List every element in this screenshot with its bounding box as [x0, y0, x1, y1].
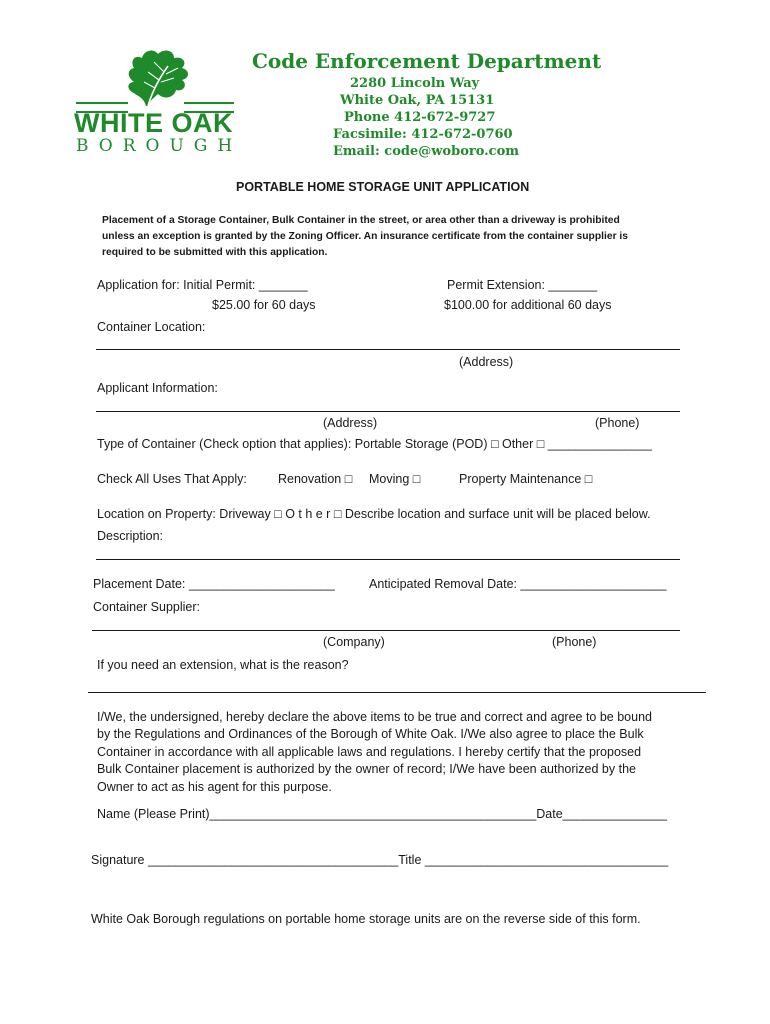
anticipated-removal-field[interactable]: Anticipated Removal Date: _____________________ [369, 577, 667, 591]
logo-borough: BOROUGH [76, 136, 243, 156]
intro-line-1: Placement of a Storage Container, Bulk Container in the street, or area other than a driveway is prohibited [102, 215, 620, 226]
supplier-phone-caption: (Phone) [552, 635, 597, 649]
description-label: Description: [97, 529, 163, 543]
extension-fee: $100.00 for additional 60 days [444, 298, 612, 312]
container-location-label: Container Location: [97, 320, 206, 334]
applicant-phone-caption: (Phone) [595, 416, 640, 430]
signature-title-field[interactable]: Signature ____________________________________Title ___________________________________ [91, 853, 669, 867]
applicant-info-line[interactable] [96, 411, 680, 412]
initial-fee: $25.00 for 60 days [212, 298, 316, 312]
header-address-line1: 2280 Lincoln Way [350, 76, 480, 91]
header-address-line2: White Oak, PA 15131 [340, 93, 495, 108]
declaration-line-3: Container in accordance with all applicable laws and regulations. I hereby certify that the proposed [97, 745, 642, 759]
permit-extension[interactable]: Permit Extension: _______ [447, 278, 598, 292]
application-for[interactable]: Application for: Initial Permit: _______ [97, 278, 308, 292]
applicant-address-caption: (Address) [323, 416, 378, 430]
company-caption: (Company) [323, 635, 385, 649]
use-moving-checkbox[interactable]: Moving □ [369, 472, 421, 486]
name-date-field[interactable]: Name (Please Print)_______________________________________________Date_______________ [97, 807, 667, 821]
placement-date-field[interactable]: Placement Date: _____________________ [93, 577, 335, 591]
footer-note: White Oak Borough regulations on portable home storage units are on the reverse side of this form. [91, 912, 641, 926]
type-of-container[interactable]: Type of Container (Check option that applies): Portable Storage (POD) □ Other □ _______________ [97, 437, 653, 451]
description-line[interactable] [96, 559, 680, 560]
form-title: PORTABLE HOME STORAGE UNIT APPLICATION [236, 180, 530, 194]
borough-logo [74, 48, 243, 158]
extension-reason-label: If you need an extension, what is the reason? [97, 658, 349, 672]
intro-line-2: unless an exception is granted by the Zoning Officer. An insurance certificate from the container supplier is [102, 231, 629, 242]
location-on-property[interactable]: Location on Property: Driveway □ O t h e r □ Describe location and surface unit will be placed below. [97, 507, 651, 521]
check-uses-label: Check All Uses That Apply: [97, 472, 247, 486]
extension-reason-line[interactable] [88, 692, 706, 693]
oak-leaf-icon [124, 48, 194, 110]
declaration-line-2: by the Regulations and Ordinances of the Borough of White Oak. I/We also agree to place the Bulk [97, 727, 644, 741]
container-supplier-label: Container Supplier: [93, 600, 201, 614]
container-location-line[interactable] [96, 349, 680, 350]
header-email: Email: code@woboro.com [333, 144, 520, 159]
declaration-line-5: Owner to act as his agent for this purpose. [97, 780, 332, 794]
header-fax: Facsimile: 412-672-0760 [333, 127, 513, 142]
use-renovation-checkbox[interactable]: Renovation □ [278, 472, 353, 486]
applicant-info-label: Applicant Information: [97, 381, 218, 395]
header-phone: Phone 412-672-9727 [344, 110, 496, 125]
department-title: Code Enforcement Department [252, 49, 602, 73]
intro-line-3: required to be submitted with this application. [102, 247, 328, 258]
use-property-maintenance-checkbox[interactable]: Property Maintenance □ [459, 472, 593, 486]
declaration-line-4: Bulk Container placement is authorized by the owner of record; I/We have been authorized by the [97, 762, 636, 776]
container-supplier-line[interactable] [92, 630, 680, 631]
declaration-line-1: I/We, the undersigned, hereby declare the above items to be true and correct and agree to be bound [97, 710, 652, 724]
container-address-caption: (Address) [459, 355, 514, 369]
logo-white-oak: WHITE OAK [74, 108, 233, 138]
